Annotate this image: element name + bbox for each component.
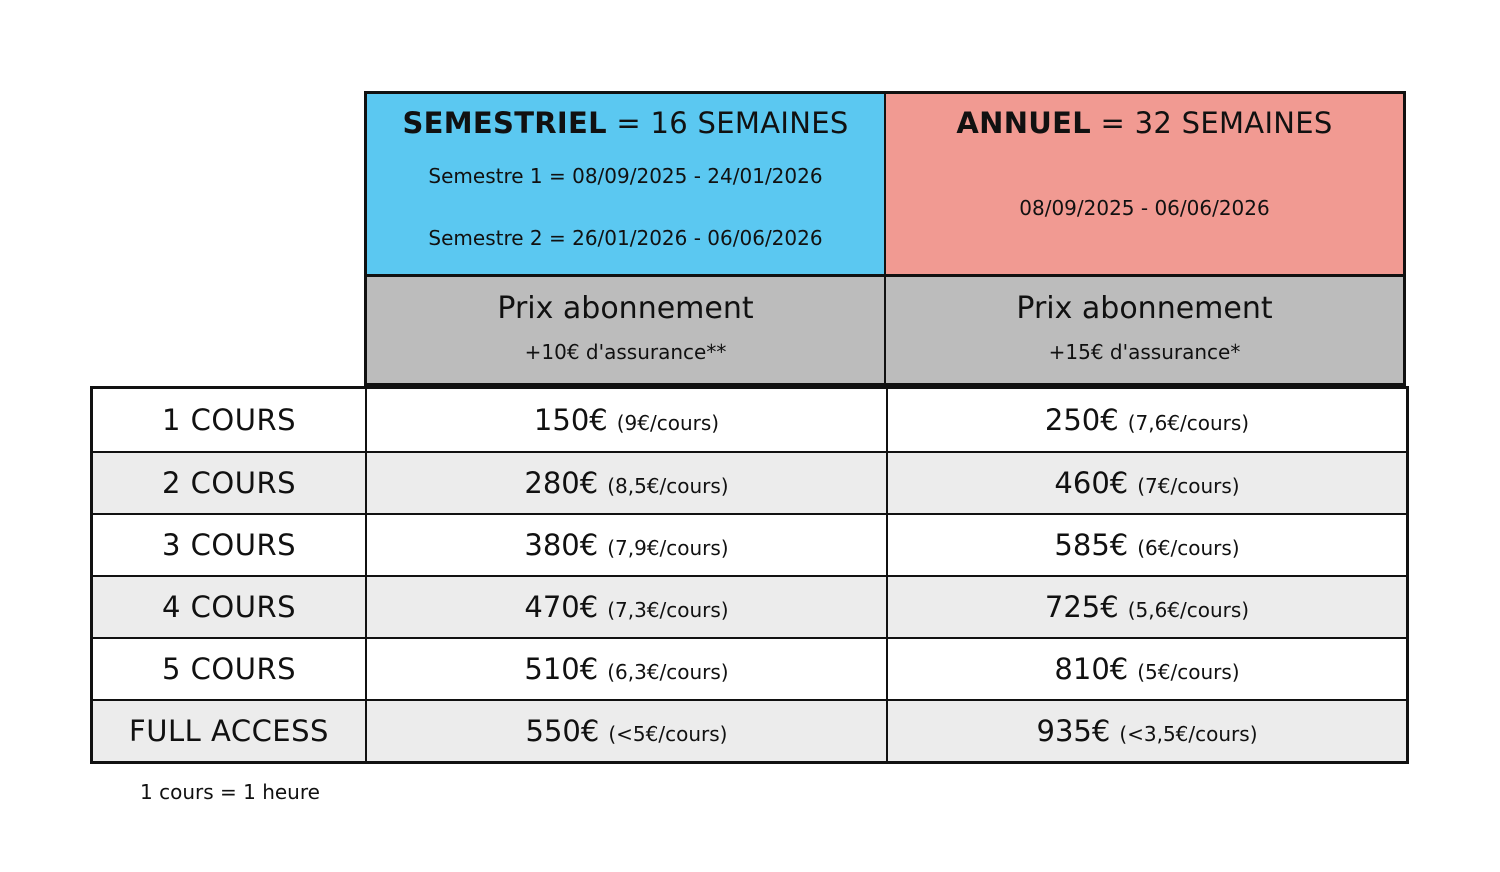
- semestriel-per-course: (8,5€/cours): [607, 474, 729, 498]
- table-row: [93, 575, 1406, 637]
- table-row: [93, 637, 1406, 699]
- semestriel-price-cell: [367, 389, 888, 451]
- semestriel-price-title: Prix abonnement: [497, 291, 754, 326]
- annuel-price-header: [885, 277, 1406, 386]
- semestriel-per-course: (6,3€/cours): [607, 660, 729, 684]
- semestriel-price-cell: [367, 453, 888, 513]
- semestriel-per-course: (9€/cours): [616, 411, 720, 435]
- annuel-per-course: (7,6€/cours): [1127, 411, 1250, 435]
- annuel-title-bold: ANNUEL: [956, 106, 1091, 140]
- semestriel-header: [364, 91, 885, 277]
- annuel-price-cell: [888, 701, 1406, 761]
- annuel-price: 460€: [1054, 466, 1129, 500]
- plan-header-row: [364, 91, 1409, 277]
- table-row: [93, 389, 1406, 451]
- annuel-insurance-note: +15€ d'assurance*: [1048, 340, 1241, 364]
- footnote: 1 cours = 1 heure: [140, 780, 320, 804]
- semestriel-price: 510€: [524, 652, 599, 686]
- annuel-price: 585€: [1054, 528, 1129, 562]
- semestriel-per-course: (7,9€/cours): [607, 536, 729, 560]
- annuel-title: [956, 106, 1332, 140]
- annuel-per-course: (7€/cours): [1137, 474, 1240, 498]
- semestriel-price: 550€: [525, 714, 600, 748]
- semestriel-price-cell: [367, 639, 888, 699]
- semestriel-price: 470€: [524, 590, 599, 624]
- annuel-price-cell: [888, 389, 1406, 451]
- price-header-row: [364, 277, 1409, 386]
- table-row: [93, 451, 1406, 513]
- semestriel-title-bold: SEMESTRIEL: [402, 106, 607, 140]
- annuel-title-rest: = 32 SEMAINES: [1091, 106, 1333, 140]
- semestriel-price: 150€: [533, 403, 608, 437]
- annuel-per-course: (<3,5€/cours): [1119, 722, 1258, 746]
- annuel-price: 250€: [1044, 403, 1119, 437]
- pricing-table: [90, 91, 1409, 764]
- annuel-dates: 08/09/2025 - 06/06/2026: [1019, 196, 1270, 220]
- row-label: 2 COURS: [93, 453, 367, 513]
- row-label: 5 COURS: [93, 639, 367, 699]
- annuel-per-course: (5€/cours): [1137, 660, 1240, 684]
- row-label: 4 COURS: [93, 577, 367, 637]
- table-row: [93, 699, 1406, 761]
- annuel-price-cell: [888, 577, 1406, 637]
- annuel-price-title: Prix abonnement: [1016, 291, 1273, 326]
- row-label: FULL ACCESS: [93, 701, 367, 761]
- semestre-1-dates: Semestre 1 = 08/09/2025 - 24/01/2026: [428, 164, 823, 188]
- annuel-price: 810€: [1054, 652, 1129, 686]
- semestre-2-dates: Semestre 2 = 26/01/2026 - 06/06/2026: [428, 226, 823, 250]
- annuel-price: 935€: [1036, 714, 1111, 748]
- annuel-per-course: (6€/cours): [1137, 536, 1240, 560]
- annuel-price-cell: [888, 453, 1406, 513]
- semestriel-price-cell: [367, 515, 888, 575]
- table-row: [93, 513, 1406, 575]
- semestriel-price: 280€: [524, 466, 599, 500]
- annuel-header: [885, 91, 1406, 277]
- semestriel-price-header: [364, 277, 885, 386]
- semestriel-title-rest: = 16 SEMAINES: [606, 106, 849, 140]
- annuel-price: 725€: [1044, 590, 1119, 624]
- semestriel-price-cell: [367, 701, 888, 761]
- semestriel-price-cell: [367, 577, 888, 637]
- price-table-body: [90, 386, 1409, 764]
- annuel-per-course: (5,6€/cours): [1127, 598, 1250, 622]
- annuel-price-cell: [888, 515, 1406, 575]
- semestriel-per-course: (7,3€/cours): [607, 598, 729, 622]
- annuel-price-cell: [888, 639, 1406, 699]
- semestriel-title: [402, 106, 848, 140]
- semestriel-price: 380€: [524, 528, 599, 562]
- semestriel-insurance-note: +10€ d'assurance**: [524, 340, 727, 364]
- row-label: 1 COURS: [93, 389, 367, 451]
- row-label: 3 COURS: [93, 515, 367, 575]
- semestriel-per-course: (<5€/cours): [608, 722, 728, 746]
